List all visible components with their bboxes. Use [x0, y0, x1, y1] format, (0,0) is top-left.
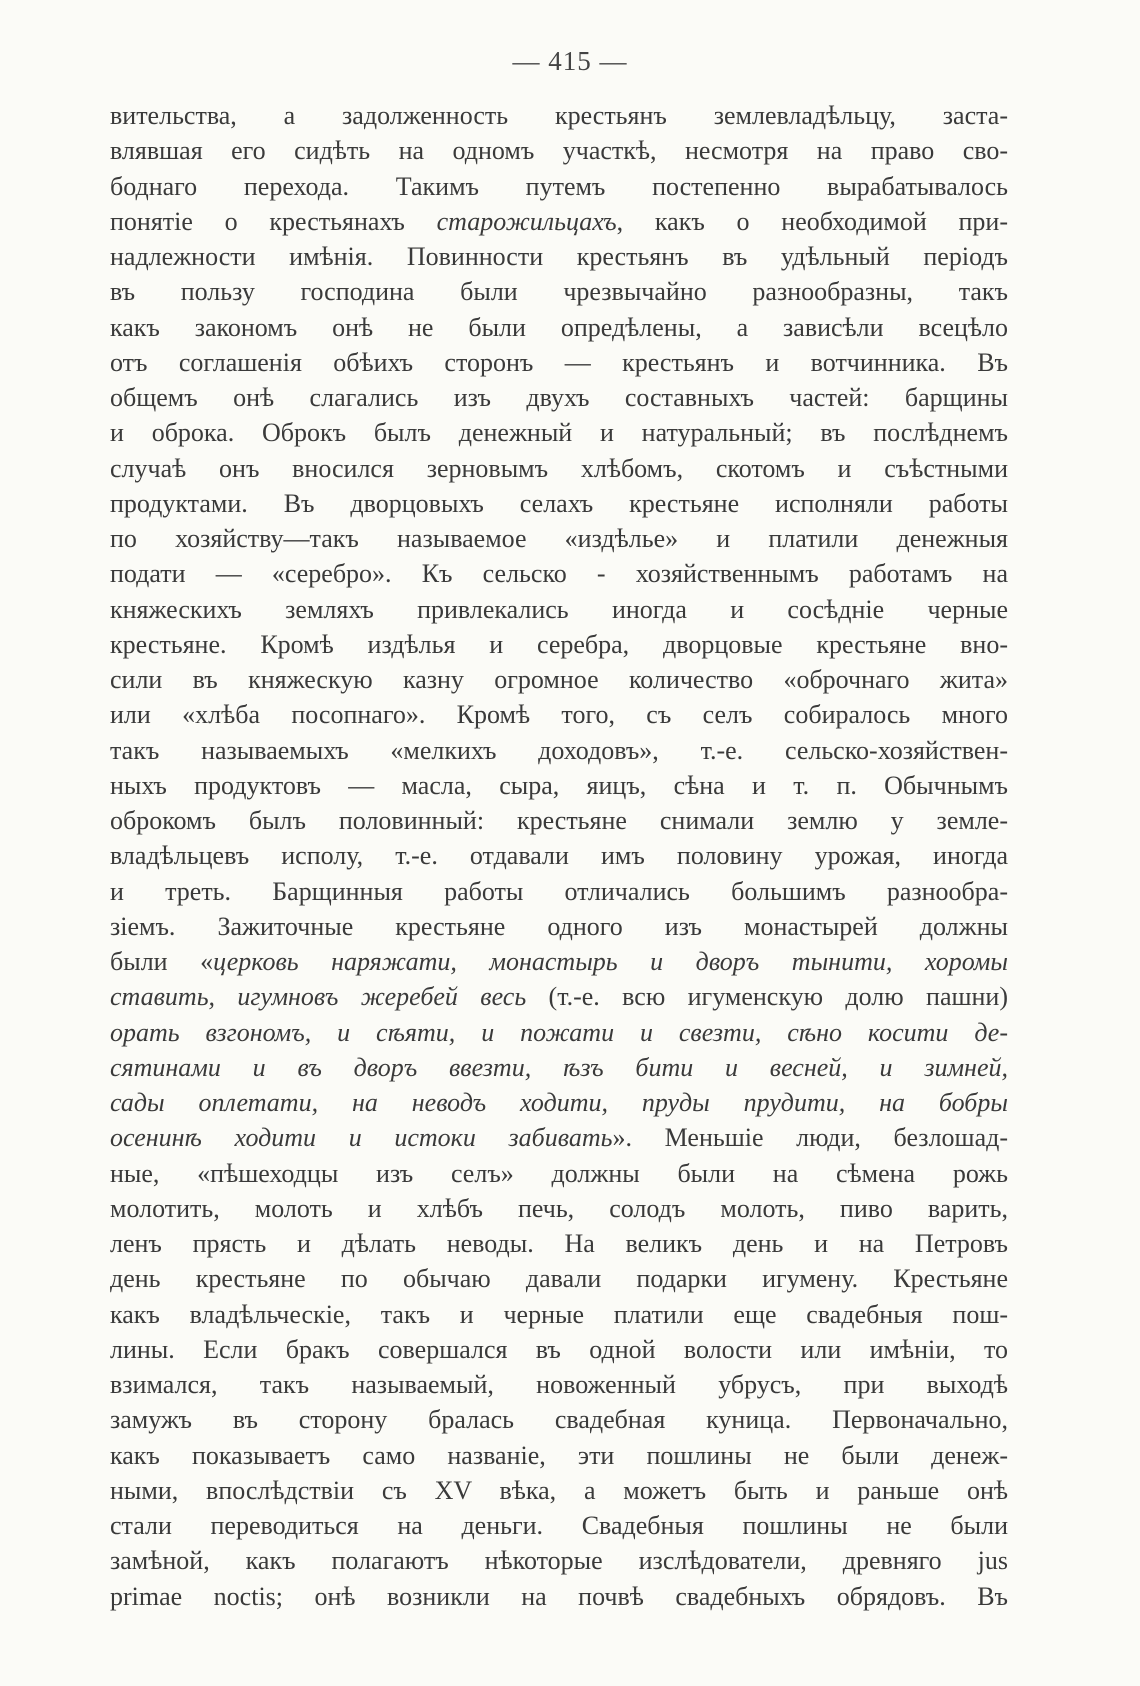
text-segment: подати — «серебро». Къ сельско - хозяйственнымъ работамъ на: [110, 559, 1008, 589]
text-line: [110, 909, 1008, 944]
text-segment: отъ соглашенія обѣихъ сторонъ — крестьянъ и вотчинника. Въ: [110, 347, 1008, 377]
text-line: [110, 486, 1008, 521]
page-number: — 415 —: [512, 46, 628, 76]
text-line: [110, 838, 1008, 873]
text-segment: случаѣ онъ вносился зерновымъ хлѣбомъ, скотомъ и съѣстными: [110, 453, 1008, 483]
text-segment: день крестьяне по обычаю давали подарки игумену. Крестьяне: [110, 1264, 1008, 1294]
text-line: [110, 239, 1008, 274]
text-segment: влявшая его сидѣть на одномъ участкѣ, несмотря на право сво-: [110, 136, 1008, 166]
italic-text-segment: ставить, игумновъ жеребей весь: [110, 982, 527, 1012]
italic-text-segment: церковь наряжати, монастырь и дворъ тынити, хоромы: [213, 947, 1008, 976]
text-line: [110, 1226, 1008, 1261]
text-line: [110, 1473, 1008, 1508]
text-line: [110, 1297, 1008, 1332]
text-segment: замужъ въ сторону бралась свадебная куница. Первоначально,: [110, 1405, 1008, 1435]
text-line: [110, 803, 1008, 838]
text-line: [110, 1579, 1008, 1614]
text-line: [110, 556, 1008, 591]
text-segment: понятіе о крестьянахъ: [110, 206, 437, 236]
text-segment: княжескихъ земляхъ привлекались иногда и сосѣдніе черные: [110, 594, 1008, 624]
text-line: [110, 274, 1008, 309]
text-segment: молотить, молоть и хлѣбъ печь, солодъ молоть, пиво варить,: [110, 1193, 1008, 1223]
text-segment: какъ владѣльческіе, такъ и черные платили еще свадебныя пош-: [110, 1299, 1008, 1329]
text-line: [110, 451, 1008, 486]
text-segment: (т.-е. всю игуменскую долю пашни): [526, 982, 1008, 1012]
text-line: [110, 1367, 1008, 1402]
text-line: [110, 1120, 1008, 1155]
text-segment: какъ показываетъ само названіе, эти пошлины не были денеж-: [110, 1440, 1008, 1470]
text-segment: боднаго перехода. Такимъ путемъ постепенно вырабатывалось: [110, 171, 1008, 201]
text-line: [110, 733, 1008, 768]
text-segment: ными, впослѣдствіи съ XV вѣка, а можетъ быть и раньше онѣ: [110, 1475, 1008, 1505]
text-segment: въ пользу господина были чрезвычайно разнообразны, такъ: [110, 277, 1008, 307]
text-segment: и треть. Барщинныя работы отличались большимъ разнообра-: [110, 876, 1008, 906]
text-segment: оброкомъ былъ половинный: крестьяне снимали землю у земле-: [110, 806, 1008, 835]
text-body: [110, 98, 1008, 1614]
text-segment: лины. Если бракъ совершался въ одной волости или имѣніи, то: [110, 1334, 1008, 1364]
text-line: [110, 310, 1008, 345]
text-segment: вительства, а задолженность крестьянъ землевладѣльцу, заста-: [110, 101, 1008, 130]
text-line: [110, 1402, 1008, 1437]
text-segment: и оброка. Оброкъ былъ денежный и натуральный; въ послѣднемъ: [110, 418, 1008, 448]
text-line: [110, 662, 1008, 697]
text-line: [110, 345, 1008, 380]
text-line: [110, 1543, 1008, 1578]
text-segment: или «хлѣба посопнаго». Кромѣ того, съ селъ собиралось много: [110, 700, 1008, 730]
text-line: [110, 1050, 1008, 1085]
italic-text-segment: сятинами и въ дворъ ввезти, ѣзъ бити и весней, и зимней,: [110, 1052, 1008, 1082]
text-line: [110, 1438, 1008, 1473]
italic-text-segment: орать взгономъ, и сѣяти, и пожати и свезти, сѣно косити де-: [110, 1017, 1008, 1047]
text-segment: владѣльцевъ исполу, т.-е. отдавали имъ половину урожая, иногда: [110, 841, 1008, 871]
text-line: [110, 1085, 1008, 1120]
text-line: [110, 627, 1008, 662]
text-line: [110, 380, 1008, 415]
text-line: [110, 415, 1008, 450]
text-segment: ныхъ продуктовъ — масла, сыра, яицъ, сѣна и т. п. Обычнымъ: [110, 770, 1008, 800]
text-line: [110, 697, 1008, 732]
text-segment: зіемъ. Зажиточные крестьяне одного изъ монастырей должны: [110, 911, 1008, 941]
text-segment: сили въ княжескую казну огромное количество «оброчнаго жита»: [110, 665, 1008, 694]
text-line: [110, 768, 1008, 803]
text-segment: крестьяне. Кромѣ издѣлья и серебра, дворцовые крестьяне вно-: [110, 629, 1008, 659]
text-segment: стали переводиться на деньги. Свадебныя пошлины не были: [110, 1511, 1008, 1540]
text-line: [110, 944, 1008, 979]
text-line: [110, 592, 1008, 627]
text-line: [110, 98, 1008, 133]
text-segment: были «: [110, 947, 214, 976]
text-line: [110, 874, 1008, 909]
italic-text-segment: старожильцахъ: [436, 206, 617, 236]
text-segment: по хозяйству—такъ называемое «издѣлье» и платили денежныя: [110, 524, 1008, 553]
text-line: [110, 133, 1008, 168]
text-segment: такъ называемыхъ «мелкихъ доходовъ», т.-е. сельско-хозяйствен-: [110, 735, 1008, 765]
text-line: [110, 979, 1008, 1014]
text-line: [110, 521, 1008, 556]
text-segment: , какъ о необходимой при-: [616, 206, 1008, 236]
text-line: [110, 204, 1008, 239]
text-segment: primae noctis; онѣ возникли на почвѣ свадебныхъ обрядовъ. Въ: [110, 1581, 1008, 1611]
text-segment: какъ закономъ онѣ не были опредѣлены, а зависѣли всецѣло: [110, 312, 1008, 342]
text-line: [110, 169, 1008, 204]
text-segment: ленъ прясть и дѣлать неводы. На великъ день и на Петровъ: [110, 1229, 1008, 1258]
text-segment: общемъ онѣ слагались изъ двухъ составныхъ частей: барщины: [110, 383, 1008, 412]
text-segment: замѣной, какъ полагаютъ нѣкоторые изслѣдователи, древняго jus: [110, 1546, 1008, 1576]
italic-text-segment: осенинѣ ходити и истоки забивать: [110, 1123, 613, 1153]
text-segment: взимался, такъ называемый, новоженный убрусъ, при выходѣ: [110, 1370, 1008, 1399]
text-line: [110, 1156, 1008, 1191]
text-line: [110, 1261, 1008, 1296]
text-line: [110, 1191, 1008, 1226]
text-line: [110, 1015, 1008, 1050]
text-line: [110, 1332, 1008, 1367]
text-segment: ». Меньшіе люди, безлошад-: [612, 1123, 1008, 1153]
text-segment: ные, «пѣшеходцы изъ селъ» должны были на сѣмена рожь: [110, 1158, 1008, 1188]
italic-text-segment: сады оплетати, на неводъ ходити, пруды прудити, на бобры: [110, 1088, 1008, 1117]
text-segment: продуктами. Въ дворцовыхъ селахъ крестьяне исполняли работы: [110, 488, 1008, 518]
text-segment: надлежности имѣнія. Повинности крестьянъ въ удѣльный періодъ: [110, 242, 1008, 271]
text-line: [110, 1508, 1008, 1543]
